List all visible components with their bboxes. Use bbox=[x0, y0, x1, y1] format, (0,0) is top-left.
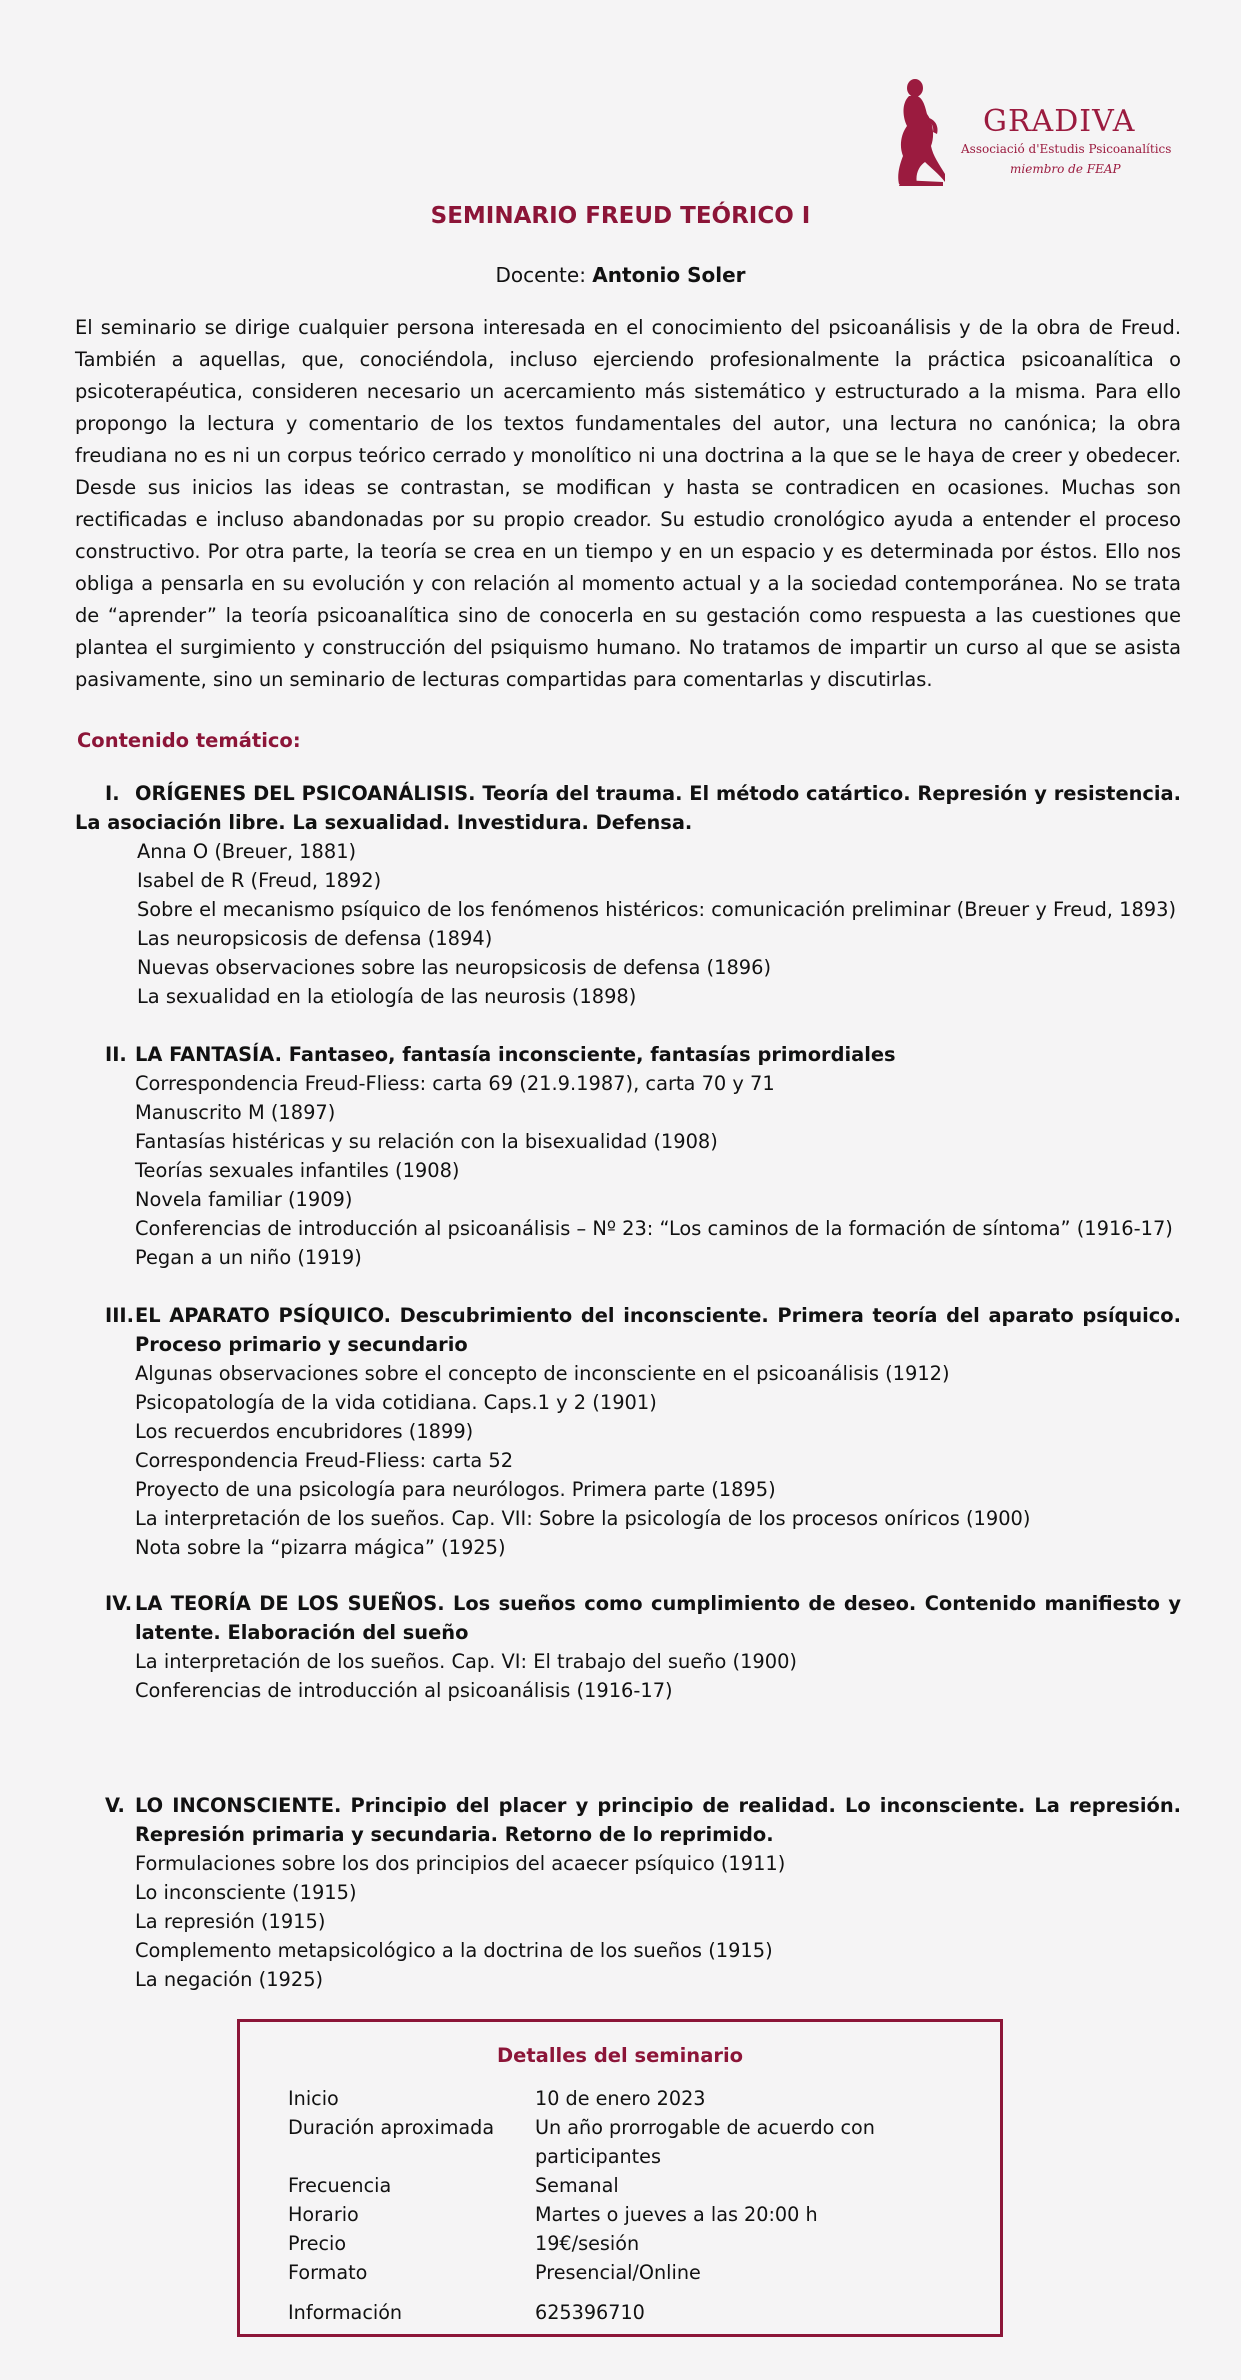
details-value: Presencial/Online bbox=[535, 2261, 701, 2284]
logo-subtitle: Associació d'Estudis Psicoanalítics bbox=[961, 142, 1172, 156]
section-2 bbox=[75, 1040, 1181, 1272]
reading-item: Manuscrito M (1897) bbox=[135, 1101, 336, 1124]
reading-item: Nota sobre la “pizarra mágica” (1925) bbox=[135, 1536, 506, 1559]
section-number: I. bbox=[105, 782, 120, 805]
details-value: 19€/sesión bbox=[535, 2232, 640, 2255]
reading-list bbox=[75, 1849, 1181, 1994]
details-value: Semanal bbox=[535, 2174, 619, 2197]
reading-item: Conferencias de introducción al psicoanálisis (1916-17) bbox=[135, 1679, 673, 1702]
details-key: Inicio bbox=[288, 2087, 339, 2110]
reading-item: Correspondencia Freud-Fliess: carta 69 (21.9.1987), carta 70 y 71 bbox=[135, 1072, 775, 1095]
details-value: Martes o jueves a las 20:00 h bbox=[535, 2203, 818, 2226]
details-key: Información bbox=[288, 2301, 403, 2324]
section-heading: LO INCONSCIENTE. Principio del placer y principio de realidad. Lo inconsciente. La represión. Represión primaria y secundaria. Retorno de lo reprimido. bbox=[135, 1794, 1181, 1846]
reading-item: Correspondencia Freud-Fliess: carta 52 bbox=[135, 1449, 514, 1472]
reading-item: Nuevas observaciones sobre las neuropsicosis de defensa (1896) bbox=[137, 956, 772, 979]
reading-list bbox=[75, 1069, 1181, 1272]
docente-name: Antonio Soler bbox=[592, 263, 746, 287]
details-key: Horario bbox=[288, 2203, 359, 2226]
details-key: Duración aproximada bbox=[288, 2116, 495, 2139]
details-title: Detalles del seminario bbox=[496, 2044, 744, 2067]
reading-item: Las neuropsicosis de defensa (1894) bbox=[137, 927, 493, 950]
section-1 bbox=[75, 779, 1181, 1011]
docente-line bbox=[0, 263, 1241, 287]
section-3 bbox=[75, 1301, 1181, 1562]
reading-item: La sexualidad en la etiología de las neurosis (1898) bbox=[137, 985, 637, 1008]
section-heading: EL APARATO PSÍQUICO. Descubrimiento del inconsciente. Primera teoría del aparato psíquico. Proceso primario y secundario bbox=[135, 1304, 1181, 1356]
reading-item: Psicopatología de la vida cotidiana. Caps.1 y 2 (1901) bbox=[135, 1391, 657, 1414]
reading-item: La interpretación de los sueños. Cap. VII: Sobre la psicología de los procesos oníricos (1900) bbox=[135, 1507, 1031, 1530]
logo-member: miembro de FEAP bbox=[1010, 162, 1121, 176]
details-key: Formato bbox=[288, 2261, 368, 2284]
reading-item: Novela familiar (1909) bbox=[135, 1188, 353, 1211]
details-value: Un año prorrogable de acuerdo con participantes bbox=[535, 2116, 875, 2168]
reading-item: La negación (1925) bbox=[135, 1968, 324, 1991]
reading-item: Conferencias de introducción al psicoanálisis – Nº 23: “Los caminos de la formación de síntoma” (1916-17) bbox=[135, 1217, 1173, 1240]
reading-item: Fantasías histéricas y su relación con la bisexualidad (1908) bbox=[135, 1130, 718, 1153]
reading-item: Anna O (Breuer, 1881) bbox=[137, 840, 357, 863]
reading-item: Los recuerdos encubridores (1899) bbox=[135, 1420, 474, 1443]
reading-item: Algunas observaciones sobre el concepto de inconsciente en el psicoanálisis (1912) bbox=[135, 1362, 950, 1385]
reading-list bbox=[75, 837, 1181, 1011]
page-title: SEMINARIO FREUD TEÓRICO I bbox=[430, 203, 811, 229]
reading-item: Formulaciones sobre los dos principios del acaecer psíquico (1911) bbox=[135, 1852, 786, 1875]
section-5 bbox=[75, 1791, 1181, 1994]
seminar-details-box bbox=[237, 2019, 1003, 2337]
reading-item: Lo inconsciente (1915) bbox=[135, 1881, 357, 1904]
section-number: V. bbox=[105, 1794, 125, 1817]
reading-item: Complemento metapsicológico a la doctrina de los sueños (1915) bbox=[135, 1939, 773, 1962]
reading-list bbox=[75, 1647, 1181, 1705]
section-heading: LA FANTASÍA. Fantaseo, fantasía inconsciente, fantasías primordiales bbox=[135, 1043, 896, 1066]
reading-item: La interpretación de los sueños. Cap. VI: El trabajo del sueño (1900) bbox=[135, 1650, 797, 1673]
details-key: Frecuencia bbox=[288, 2174, 392, 2197]
reading-item: Teorías sexuales infantiles (1908) bbox=[135, 1159, 460, 1182]
contenido-heading: Contenido temático: bbox=[77, 729, 301, 752]
reading-list bbox=[75, 1359, 1181, 1562]
details-value: 625396710 bbox=[535, 2301, 645, 2324]
reading-item: Pegan a un niño (1919) bbox=[135, 1246, 362, 1269]
reading-item: Proyecto de una psicología para neurólogos. Primera parte (1895) bbox=[135, 1478, 776, 1501]
reading-item: La represión (1915) bbox=[135, 1910, 326, 1933]
reading-item: Isabel de R (Freud, 1892) bbox=[137, 869, 382, 892]
section-4 bbox=[75, 1589, 1181, 1705]
section-number: II. bbox=[105, 1043, 127, 1066]
logo-name: GRADIVA bbox=[983, 104, 1136, 139]
details-key: Precio bbox=[288, 2232, 347, 2255]
section-number: IV. bbox=[105, 1592, 133, 1615]
intro-paragraph: El seminario se dirige cualquier persona interesada en el conocimiento del psicoanálisis y de la obra de Freud. También a aquellas, que, conociéndola, incluso ejerciendo profesionalmente la práctica psicoanalítica o psicoterapéutica, consideren necesario un acercamiento más sistemático y estructurado a la misma. Para ello propongo la lectura y comentario de los textos fundamentales del autor, una lectura no canónica; la obra freudiana no es ni un corpus teórico cerrado y monolítico ni una doctrina a la que se le haya de creer y obedecer. Desde sus inicios las ideas se contrastan, se modifican y hasta se contradicen en ocasiones. Muchas son rectificadas e incluso abandonadas por su propio creador. Su estudio cronológico ayuda a entender el proceso constructivo. Por otra parte, la teoría se crea en un tiempo y en un espacio y es determinada por éstos. Ello nos obliga a pensarla en su evolución y con relación al momento actual y a la sociedad contemporánea. No se trata de “aprender” la teoría psicoanalítica sino de conocerla en su gestación como respuesta a las cuestiones que plantea el surgimiento y construcción del psiquismo humano. No tratamos de impartir un curso al que se asista pasivamente, sino un seminario de lecturas compartidas para comentarlas y discutirlas. bbox=[75, 316, 1181, 691]
gradiva-figure-icon bbox=[895, 78, 947, 188]
details-value: 10 de enero 2023 bbox=[535, 2087, 706, 2110]
gradiva-logo bbox=[895, 78, 1175, 190]
section-heading: LA TEORÍA DE LOS SUEÑOS. Los sueños como cumplimiento de deseo. Contenido manifiesto y latente. Elaboración del sueño bbox=[135, 1592, 1181, 1644]
reading-item: Sobre el mecanismo psíquico de los fenómenos histéricos: comunicación preliminar (Breuer y Freud, 1893) bbox=[137, 898, 1177, 921]
docente-label: Docente: bbox=[495, 263, 593, 287]
section-heading: ORÍGENES DEL PSICOANÁLISIS. Teoría del trauma. El método catártico. Represión y resistencia. La asociación libre. La sexualidad. Investidura. Defensa. bbox=[75, 782, 1181, 834]
section-number: III. bbox=[105, 1304, 135, 1327]
